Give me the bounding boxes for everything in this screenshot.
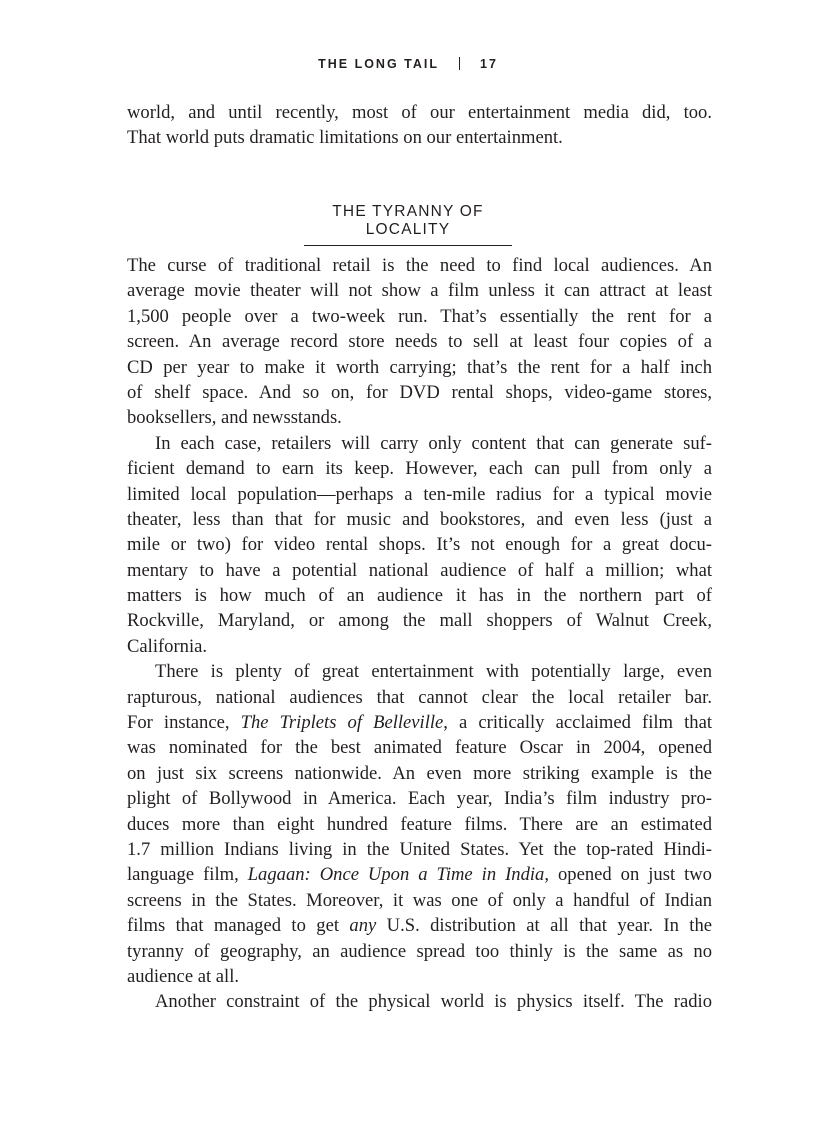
text-line	[127, 913, 712, 938]
text-line	[127, 735, 712, 760]
paragraph	[127, 989, 712, 1014]
italic-title: Lagaan: Once Upon a Time in India	[247, 864, 545, 886]
text-line	[127, 100, 712, 125]
text-segment: average movie theater will not show a film unless it can attract at least	[127, 280, 712, 302]
separator	[459, 57, 460, 70]
text-line	[127, 456, 712, 481]
text-line	[127, 659, 712, 684]
page-number: 17	[480, 57, 498, 71]
text-line	[127, 964, 712, 989]
text-segment: language film,	[127, 864, 248, 886]
text-segment: , a critically acclaimed film that	[443, 712, 712, 734]
text-segment: world, and until recently, most of our entertainment media did, too.	[127, 102, 712, 123]
text-segment: Rockville, Maryland, or among the mall shoppers of Walnut Creek,	[127, 610, 712, 632]
text-segment: plight of Bollywood in America. Each year, India’s film industry pro-	[127, 788, 712, 810]
text-segment: U.S. distribution at all that year. In the	[376, 915, 712, 937]
text-line	[127, 812, 712, 837]
text-segment: In each case, retailers will carry only content that can generate suf-	[155, 432, 712, 454]
italic-title: any	[349, 915, 377, 937]
text-segment: audience at all.	[127, 965, 240, 987]
text-line	[127, 507, 712, 532]
text-line	[127, 608, 712, 633]
text-segment: films that managed to get	[127, 915, 350, 937]
text-line	[127, 278, 712, 303]
text-segment: screen. An average record store needs to sell at least four copies of a	[127, 331, 712, 353]
text-line	[127, 482, 712, 507]
text-line	[127, 125, 712, 150]
text-segment: CD per year to make it worth carrying; that’s the rent for a half inch	[127, 356, 712, 378]
text-line	[127, 405, 712, 430]
text-segment: of shelf space. And so on, for DVD rental shops, video-game stores,	[127, 381, 712, 403]
text-line	[127, 355, 712, 380]
text-line	[127, 989, 712, 1014]
text-segment: tyranny of geography, an audience spread too thinly is the same as no	[127, 940, 712, 962]
text-segment: There is plenty of great entertainment with potentially large, even	[155, 661, 712, 683]
paragraph	[127, 253, 712, 431]
text-line	[127, 939, 712, 964]
text-segment: The curse of traditional retail is the need to find local audiences. An	[127, 255, 712, 276]
text-line	[127, 380, 712, 405]
text-segment: California.	[127, 635, 208, 657]
text-segment: mentary to have a potential national audience of half a million; what	[127, 559, 712, 581]
text-line	[127, 329, 712, 354]
text-line	[127, 837, 712, 862]
paragraph	[127, 659, 712, 989]
section-heading-text: THE TYRANNY OF LOCALITY	[304, 203, 512, 246]
text-segment: duces more than eight hundred feature films. There are an estimated	[127, 813, 712, 835]
text-segment: 1,500 people over a two-week run. That’s essentially the rent for a	[127, 305, 712, 327]
text-line	[127, 431, 712, 456]
text-line	[127, 634, 712, 659]
text-segment: Another constraint of the physical world is physics itself. The radio	[155, 991, 712, 1013]
text-segment: limited local population—perhaps a ten-mile radius for a typical movie	[127, 483, 712, 505]
text-segment: rapturous, national audiences that cannot clear the local retailer bar.	[127, 686, 712, 708]
text-line	[127, 685, 712, 710]
text-line	[127, 558, 712, 583]
text-segment: matters is how much of an audience it has in the northern part of	[127, 585, 712, 607]
text-line	[127, 888, 712, 913]
text-segment: theater, less than that for music and bookstores, and even less (just a	[127, 508, 712, 530]
text-line	[127, 304, 712, 329]
intro-text	[127, 100, 712, 151]
text-segment: booksellers, and newsstands.	[127, 407, 342, 429]
book-title: THE LONG TAIL	[318, 57, 439, 71]
text-segment: 1.7 million Indians living in the United States. Yet the top-rated Hindi-	[127, 838, 712, 860]
text-segment: mile or two) for video rental shops. It’s not enough for a great docu-	[127, 534, 712, 556]
text-segment: , opened on just two	[544, 864, 712, 886]
body-text	[127, 253, 712, 1015]
text-segment: For instance,	[127, 712, 241, 734]
text-segment: screens in the States. Moreover, it was one of only a handful of Indian	[127, 889, 712, 911]
paragraph	[127, 431, 712, 660]
text-segment: on just six screens nationwide. An even more striking example is the	[127, 762, 712, 784]
text-line	[127, 786, 712, 811]
section-heading	[0, 203, 816, 246]
text-line	[127, 862, 712, 887]
italic-title: The Triplets of Belleville	[240, 712, 444, 734]
text-line	[127, 710, 712, 735]
text-segment: That world puts dramatic limitations on our entertainment.	[127, 127, 563, 149]
text-segment: was nominated for the best animated feature Oscar in 2004, opened	[127, 737, 712, 759]
text-line	[127, 253, 712, 278]
text-segment: ficient demand to earn its keep. However, each can pull from only a	[127, 458, 712, 480]
running-head	[0, 57, 816, 71]
text-line	[127, 583, 712, 608]
text-line	[127, 532, 712, 557]
text-line	[127, 761, 712, 786]
